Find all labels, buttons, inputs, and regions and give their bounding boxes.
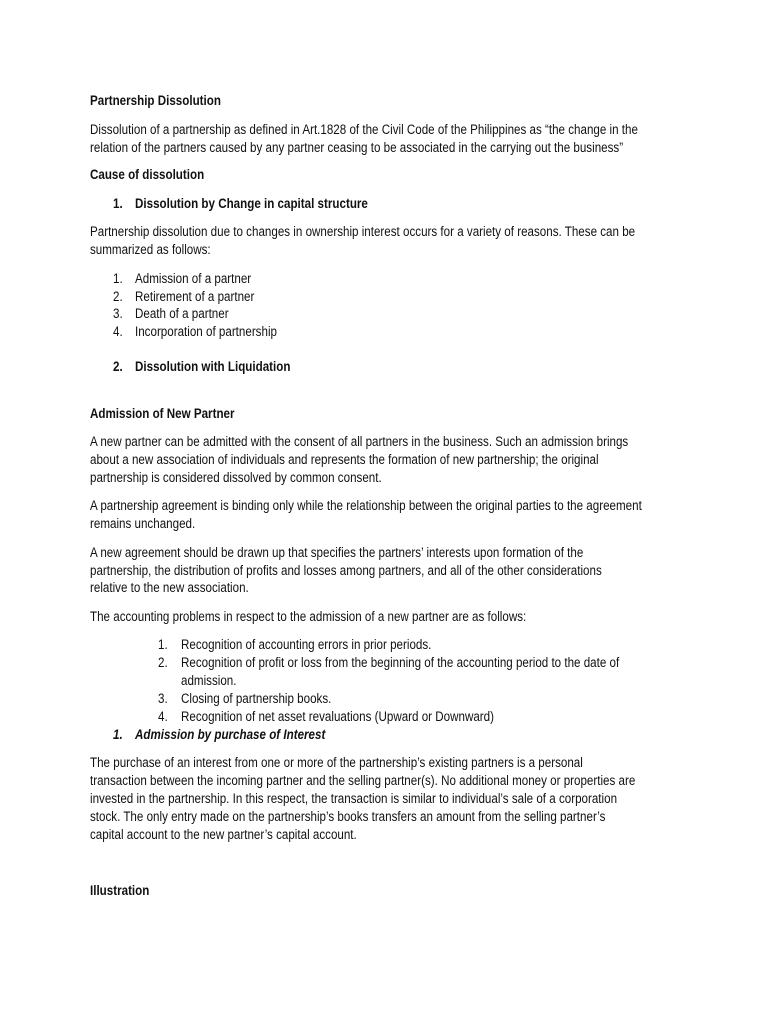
intro-line: relation of the partners caused by any partner ceasing to be associated in the carrying out the business” bbox=[90, 140, 624, 155]
section2-heading: Dissolution with Liquidation bbox=[135, 359, 291, 374]
paragraph-line: capital account to the new partner’s capital account. bbox=[90, 827, 357, 842]
list-item-number: 1. bbox=[113, 271, 123, 286]
list-item-number: 4. bbox=[158, 709, 168, 724]
illustration-heading: Illustration bbox=[90, 883, 150, 898]
list-item: Recognition of accounting errors in prior periods. bbox=[181, 637, 432, 652]
paragraph-line: relative to the new association. bbox=[90, 580, 249, 595]
section1-text-line: Partnership dissolution due to changes in ownership interest occurs for a variety of reasons. These can be bbox=[90, 224, 636, 239]
subsection-heading: Admission by purchase of Interest bbox=[135, 727, 326, 742]
cause-heading: Cause of dissolution bbox=[90, 167, 205, 182]
list-item: Recognition of net asset revaluations (Upward or Downward) bbox=[181, 709, 494, 724]
admission-heading: Admission of New Partner bbox=[90, 406, 235, 421]
paragraph-line: partnership, the distribution of profits and losses among partners, and all of the other considerations bbox=[90, 563, 602, 578]
paragraph-line: transaction between the incoming partner and the selling partner(s). No additional money or properties are bbox=[90, 773, 636, 788]
paragraph-line: partnership is considered dissolved by common consent. bbox=[90, 470, 382, 485]
paragraph-line: A new partner can be admitted with the consent of all partners in the business. Such an admission brings bbox=[90, 434, 629, 449]
list-item: Incorporation of partnership bbox=[135, 324, 277, 339]
list-item-continuation: admission. bbox=[181, 673, 237, 688]
list-item-number: 2. bbox=[113, 289, 123, 304]
paragraph-line: The accounting problems in respect to the admission of a new partner are as follows: bbox=[90, 609, 527, 624]
list-item-number: 1. bbox=[158, 637, 168, 652]
paragraph-line: A new agreement should be drawn up that specifies the partners’ interests upon formation of the bbox=[90, 545, 584, 560]
paragraph-line: stock. The only entry made on the partnership’s books transfers an amount from the selling partner’s bbox=[90, 809, 606, 824]
section1-number: 1. bbox=[113, 196, 123, 211]
section1-text-line: summarized as follows: bbox=[90, 242, 211, 257]
list-item-number: 3. bbox=[113, 306, 123, 321]
list-item: Recognition of profit or loss from the beginning of the accounting period to the date of bbox=[181, 655, 620, 670]
intro-line: Dissolution of a partnership as defined in Art.1828 of the Civil Code of the Philippines as “the change in the bbox=[90, 122, 638, 137]
list-item-number: 3. bbox=[158, 691, 168, 706]
paragraph-line: invested in the partnership. In this respect, the transaction is similar to individual’s sale of a corporation bbox=[90, 791, 618, 806]
section1-heading: Dissolution by Change in capital structure bbox=[135, 196, 368, 211]
subsection-number: 1. bbox=[113, 727, 123, 742]
paragraph-line: remains unchanged. bbox=[90, 516, 196, 531]
list-item: Retirement of a partner bbox=[135, 289, 255, 304]
list-item-number: 2. bbox=[158, 655, 168, 670]
list-item-number: 4. bbox=[113, 324, 123, 339]
paragraph-line: about a new association of individuals and represents the formation of new partnership; the original bbox=[90, 452, 599, 467]
list-item: Admission of a partner bbox=[135, 271, 252, 286]
paragraph-line: A partnership agreement is binding only while the relationship between the original parties to the agreement bbox=[90, 498, 642, 513]
paragraph-line: The purchase of an interest from one or more of the partnership’s existing partners is a personal bbox=[90, 755, 583, 770]
page-title: Partnership Dissolution bbox=[90, 93, 221, 108]
list-item: Closing of partnership books. bbox=[181, 691, 332, 706]
list-item: Death of a partner bbox=[135, 306, 229, 321]
section2-number: 2. bbox=[113, 359, 123, 374]
